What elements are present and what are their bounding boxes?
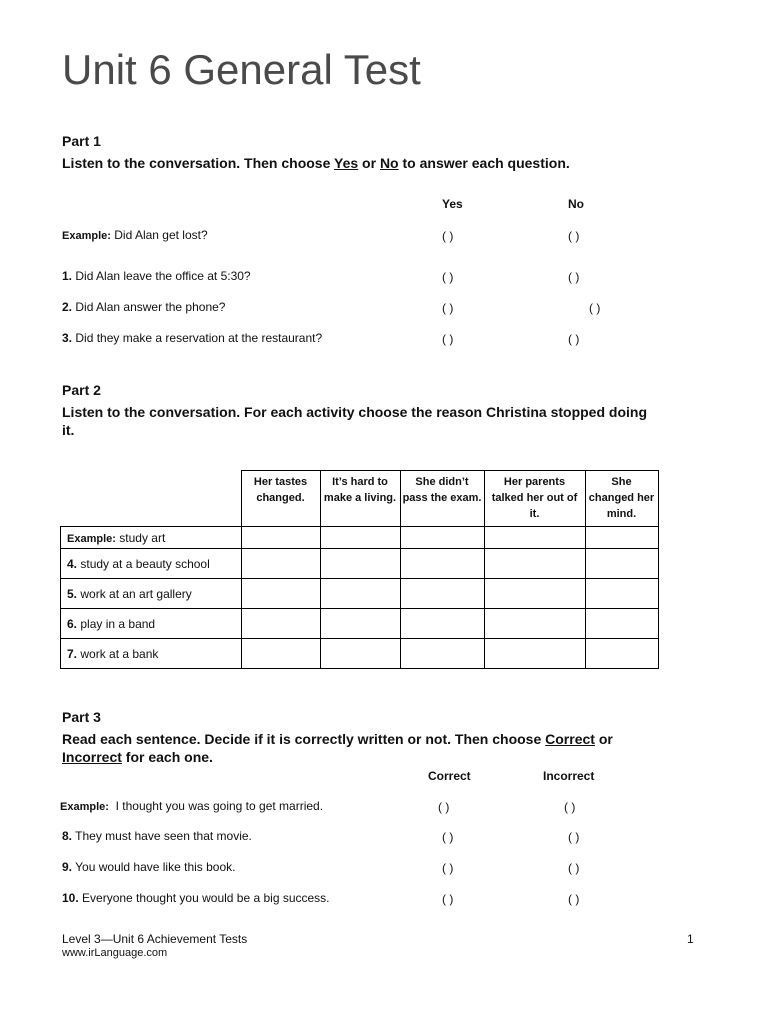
question-number: 1. xyxy=(62,269,73,283)
answer-paren-no[interactable]: ( ) xyxy=(568,270,580,284)
part1-instr-b: or xyxy=(358,155,380,171)
column-header xyxy=(320,471,400,527)
part3-instr-a: Read each sentence. Decide if it is correctly written or not. Then choose xyxy=(62,731,546,747)
table-row xyxy=(61,527,659,549)
reason-table xyxy=(60,470,659,669)
part1-instructions xyxy=(62,154,570,172)
answer-paren-no[interactable]: ( ) xyxy=(568,229,580,243)
activity-cell xyxy=(61,527,242,549)
question-number: 9. xyxy=(62,860,73,874)
answer-cell[interactable] xyxy=(320,609,400,639)
answer-paren-yes[interactable]: ( ) xyxy=(442,301,454,315)
part3-example xyxy=(60,799,323,813)
part3-label: Part 3 xyxy=(62,709,101,725)
header-line: It’s hard to xyxy=(332,476,388,488)
question-2 xyxy=(62,300,225,314)
answer-cell[interactable] xyxy=(585,639,658,669)
answer-paren-correct[interactable]: ( ) xyxy=(438,800,450,814)
activity-cell xyxy=(61,549,242,579)
question-number: 2. xyxy=(62,300,73,314)
answer-paren-correct[interactable]: ( ) xyxy=(442,861,454,875)
answer-cell[interactable] xyxy=(320,639,400,669)
column-header xyxy=(400,471,484,527)
answer-cell[interactable] xyxy=(241,527,320,549)
answer-cell[interactable] xyxy=(400,579,484,609)
part1-instr-c: to answer each question. xyxy=(398,155,570,171)
page-title: Unit 6 General Test xyxy=(62,46,421,93)
part1-label: Part 1 xyxy=(62,133,101,149)
part2-label: Part 2 xyxy=(62,382,101,398)
example-label: Example: xyxy=(60,801,109,813)
activity-number: 7. xyxy=(67,646,78,661)
header-line: She xyxy=(611,476,632,488)
question-text: Did they make a reservation at the restaurant? xyxy=(75,331,323,345)
part1-col-no: No xyxy=(568,197,584,211)
activity-number: 4. xyxy=(67,556,78,571)
part3-col-correct: Correct xyxy=(428,769,471,783)
question-10 xyxy=(62,891,330,905)
table-corner xyxy=(61,471,242,527)
example-sentence: I thought you was going to get married. xyxy=(115,799,324,813)
header-line: talked her out of xyxy=(491,492,578,504)
answer-paren-incorrect[interactable]: ( ) xyxy=(568,861,580,875)
part3-instructions xyxy=(62,730,613,766)
answer-cell[interactable] xyxy=(400,549,484,579)
answer-cell[interactable] xyxy=(320,527,400,549)
answer-cell[interactable] xyxy=(484,549,585,579)
answer-cell[interactable] xyxy=(400,527,484,549)
answer-paren-incorrect[interactable]: ( ) xyxy=(564,800,576,814)
header-line: Her tastes xyxy=(253,476,308,488)
activity-text: work at an art gallery xyxy=(80,586,192,601)
activity-text: study art xyxy=(119,530,166,545)
footer-title: Level 3—Unit 6 Achievement Tests xyxy=(62,932,248,946)
question-9 xyxy=(62,860,235,874)
activity-number: 6. xyxy=(67,616,78,631)
question-1 xyxy=(62,269,251,283)
table-row xyxy=(61,609,659,639)
part1-instr-yes: Yes xyxy=(334,155,359,171)
answer-paren-yes[interactable]: ( ) xyxy=(442,229,454,243)
answer-paren-yes[interactable]: ( ) xyxy=(442,332,454,346)
part2-instructions xyxy=(62,403,647,439)
answer-cell[interactable] xyxy=(585,609,658,639)
question-text: They must have seen that movie. xyxy=(75,829,252,843)
answer-paren-no[interactable]: ( ) xyxy=(589,301,601,315)
table-row xyxy=(61,549,659,579)
part3-instr-c: for each one. xyxy=(121,749,213,765)
activity-text: study at a beauty school xyxy=(80,556,210,571)
activity-cell xyxy=(61,639,242,669)
part1-example xyxy=(62,228,208,242)
header-line: mind. xyxy=(606,508,637,520)
answer-cell[interactable] xyxy=(484,609,585,639)
answer-cell[interactable] xyxy=(484,527,585,549)
answer-cell[interactable] xyxy=(320,549,400,579)
part1-instr-no: No xyxy=(379,155,399,171)
column-header xyxy=(585,471,658,527)
header-line: changed her xyxy=(588,492,655,504)
question-3 xyxy=(62,331,322,345)
question-text: Everyone thought you would be a big success. xyxy=(82,891,330,905)
answer-cell[interactable] xyxy=(484,579,585,609)
page-number: 1 xyxy=(687,932,694,946)
header-line: pass the exam. xyxy=(402,492,482,504)
question-number: 10. xyxy=(62,891,79,905)
answer-cell[interactable] xyxy=(585,549,658,579)
column-header xyxy=(241,471,320,527)
part3-instr-b: or xyxy=(594,731,613,747)
answer-paren-yes[interactable]: ( ) xyxy=(442,270,454,284)
example-label: Example: xyxy=(67,532,116,545)
answer-cell[interactable] xyxy=(320,579,400,609)
header-line: She didn’t xyxy=(415,476,469,488)
header-line: Her parents xyxy=(503,476,566,488)
header-line: changed. xyxy=(256,492,305,504)
table-row xyxy=(61,639,659,669)
answer-cell[interactable] xyxy=(585,527,658,549)
question-number: 3. xyxy=(62,331,73,345)
answer-cell[interactable] xyxy=(484,639,585,669)
answer-cell[interactable] xyxy=(241,549,320,579)
example-label: Example: xyxy=(62,230,111,242)
activity-cell xyxy=(61,609,242,639)
answer-paren-incorrect[interactable]: ( ) xyxy=(568,892,580,906)
column-header xyxy=(484,471,585,527)
answer-cell[interactable] xyxy=(585,579,658,609)
answer-paren-correct[interactable]: ( ) xyxy=(442,892,454,906)
activity-number: 5. xyxy=(67,586,78,601)
part2-instr-line2: it. xyxy=(62,422,75,438)
header-line: it. xyxy=(529,508,540,520)
part3-instr-incorrect: Incorrect xyxy=(62,749,122,765)
part1-instr-a: Listen to the conversation. Then choose xyxy=(62,155,335,171)
answer-paren-incorrect[interactable]: ( ) xyxy=(568,830,580,844)
answer-cell[interactable] xyxy=(400,639,484,669)
question-text: You would have like this book. xyxy=(75,860,236,874)
answer-paren-correct[interactable]: ( ) xyxy=(442,830,454,844)
part2-instr-line1: Listen to the conversation. For each activity choose the reason Christina stopped doing xyxy=(62,404,647,420)
question-text: Did Alan answer the phone? xyxy=(75,300,226,314)
question-text: Did Alan leave the office at 5:30? xyxy=(75,269,251,283)
question-8 xyxy=(62,829,252,843)
answer-cell[interactable] xyxy=(241,639,320,669)
header-line: make a living. xyxy=(323,492,397,504)
answer-cell[interactable] xyxy=(400,609,484,639)
question-number: 8. xyxy=(62,829,73,843)
part3-col-incorrect: Incorrect xyxy=(543,769,595,783)
activity-text: work at a bank xyxy=(80,646,159,661)
table-row xyxy=(61,579,659,609)
part1-col-yes: Yes xyxy=(442,197,463,211)
answer-cell[interactable] xyxy=(241,609,320,639)
answer-cell[interactable] xyxy=(241,579,320,609)
part3-instr-correct: Correct xyxy=(545,731,595,747)
example-question: Did Alan get lost? xyxy=(114,228,208,242)
footer-url[interactable]: www.irLanguage.com xyxy=(62,947,168,959)
activity-cell xyxy=(61,579,242,609)
activity-text: play in a band xyxy=(80,616,156,631)
answer-paren-no[interactable]: ( ) xyxy=(568,332,580,346)
